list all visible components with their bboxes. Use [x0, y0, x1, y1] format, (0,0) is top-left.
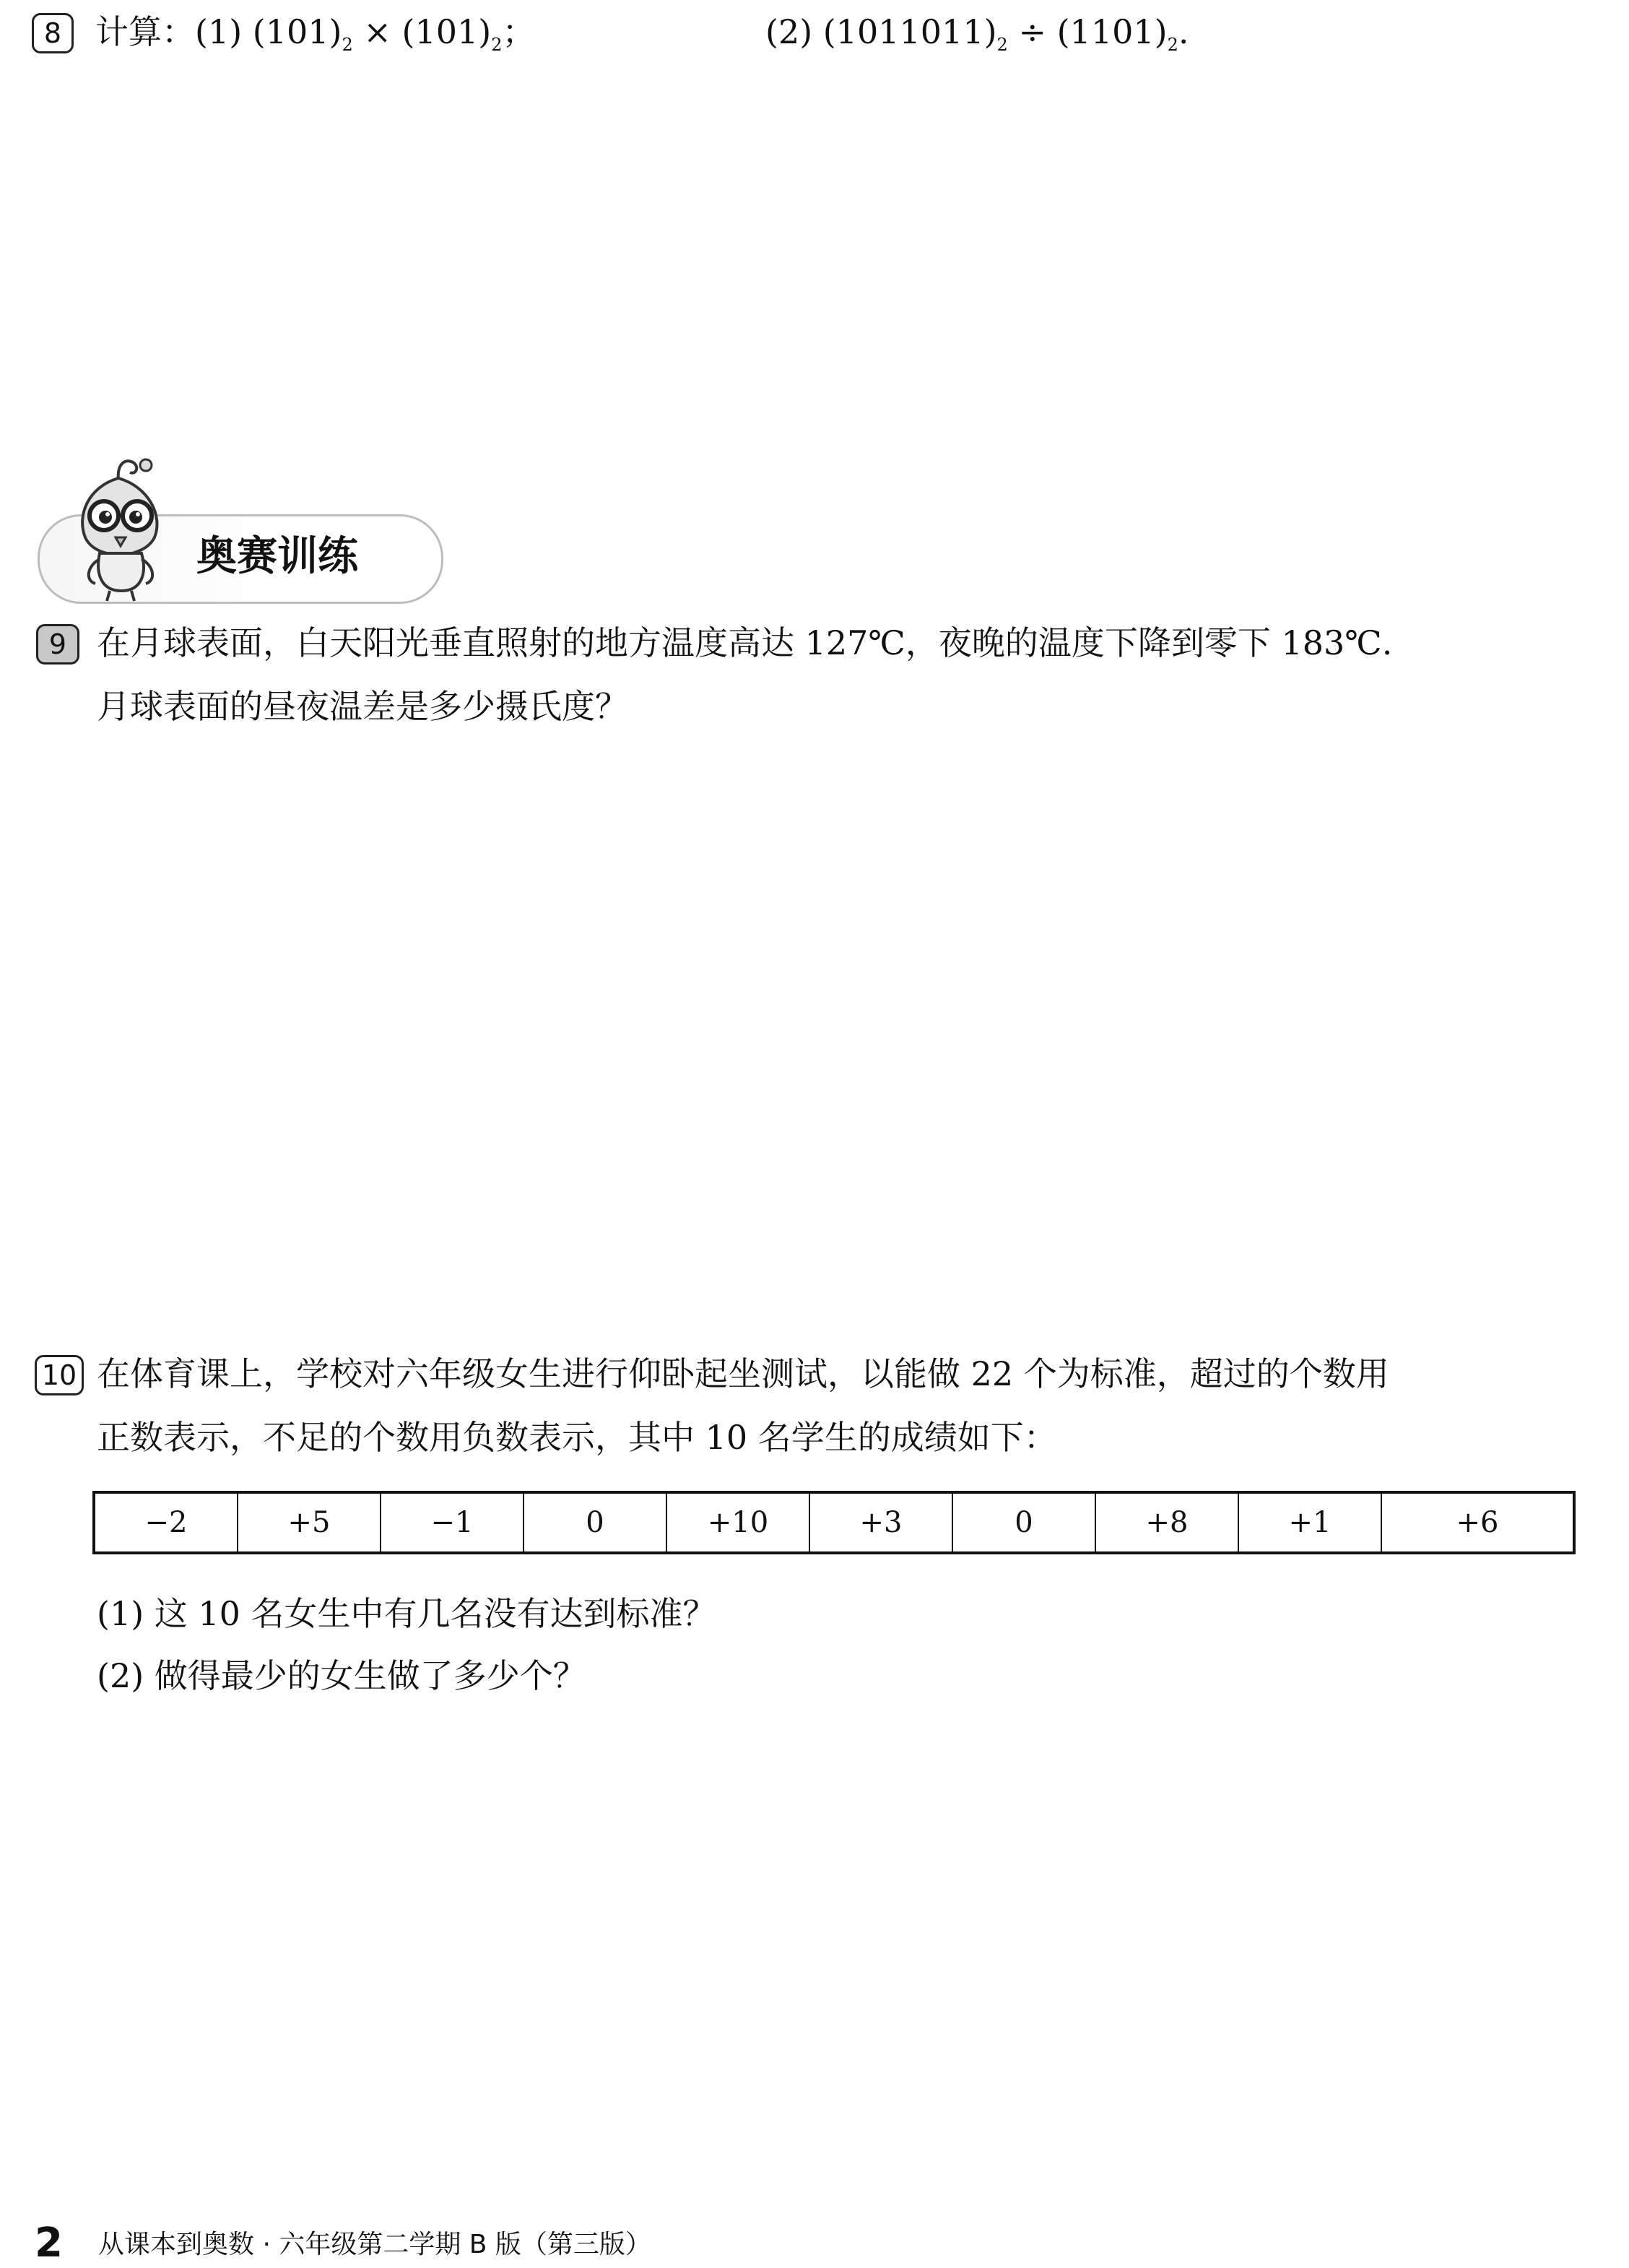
question-number-badge: 8 — [32, 13, 74, 53]
score-cell: −1 — [381, 1492, 524, 1553]
question-number-badge: 9 — [36, 624, 79, 665]
q8-part1-prefix: (1) (101) — [195, 12, 342, 51]
q8-label: 计算： — [95, 12, 195, 51]
mascot-illustration — [66, 436, 175, 604]
section-title: 奥赛训练 — [196, 533, 358, 580]
question-8-part2 — [765, 12, 1189, 55]
question-9-line2: 月球表面的昼夜温差是多少摄氏度？ — [97, 687, 628, 726]
q8-part1-mid: × (101) — [352, 12, 492, 51]
question-10-line2: 正数表示，不足的个数用负数表示，其中 10 名学生的成绩如下： — [97, 1418, 1057, 1457]
q8-base-subscript: 2 — [491, 35, 503, 55]
score-cell: −2 — [94, 1492, 238, 1553]
table-row — [94, 1492, 1574, 1553]
score-cell: +6 — [1381, 1492, 1574, 1553]
scores-table — [92, 1491, 1576, 1554]
q8-part1-end: ； — [502, 12, 536, 51]
score-cell: +3 — [809, 1492, 952, 1553]
score-cell: +5 — [238, 1492, 381, 1553]
score-cell: +8 — [1095, 1492, 1238, 1553]
q8-part2-mid: ÷ (1101) — [1007, 12, 1168, 51]
q8-base-subscript: 2 — [1167, 35, 1178, 55]
score-cell: +10 — [666, 1492, 809, 1553]
q8-part2-end: . — [1178, 12, 1189, 51]
q8-base-subscript: 2 — [342, 35, 353, 55]
question-10-sub1: (1) 这 10 名女生中有几名没有达到标准？ — [97, 1594, 716, 1633]
book-title: 从课本到奥数 · 六年级第二学期 B 版（第三版） — [98, 2230, 651, 2259]
question-10-line1: 在体育课上，学校对六年级女生进行仰卧起坐测试，以能做 22 个为标准，超过的个数用 — [97, 1354, 1389, 1393]
question-8-text — [95, 12, 536, 55]
question-9-line1: 在月球表面，白天阳光垂直照射的地方温度高达 127℃，夜晚的温度下降到零下 183℃. — [97, 623, 1393, 662]
q8-part2-prefix: (2) (1011011) — [765, 12, 997, 51]
page-number: 2 — [35, 2220, 63, 2267]
question-10-sub2: (2) 做得最少的女生做了多少个？ — [97, 1656, 586, 1695]
q8-base-subscript: 2 — [996, 35, 1008, 55]
question-number-badge: 10 — [35, 1355, 84, 1395]
score-cell: +1 — [1238, 1492, 1381, 1553]
score-cell: 0 — [524, 1492, 666, 1553]
score-cell: 0 — [952, 1492, 1095, 1553]
